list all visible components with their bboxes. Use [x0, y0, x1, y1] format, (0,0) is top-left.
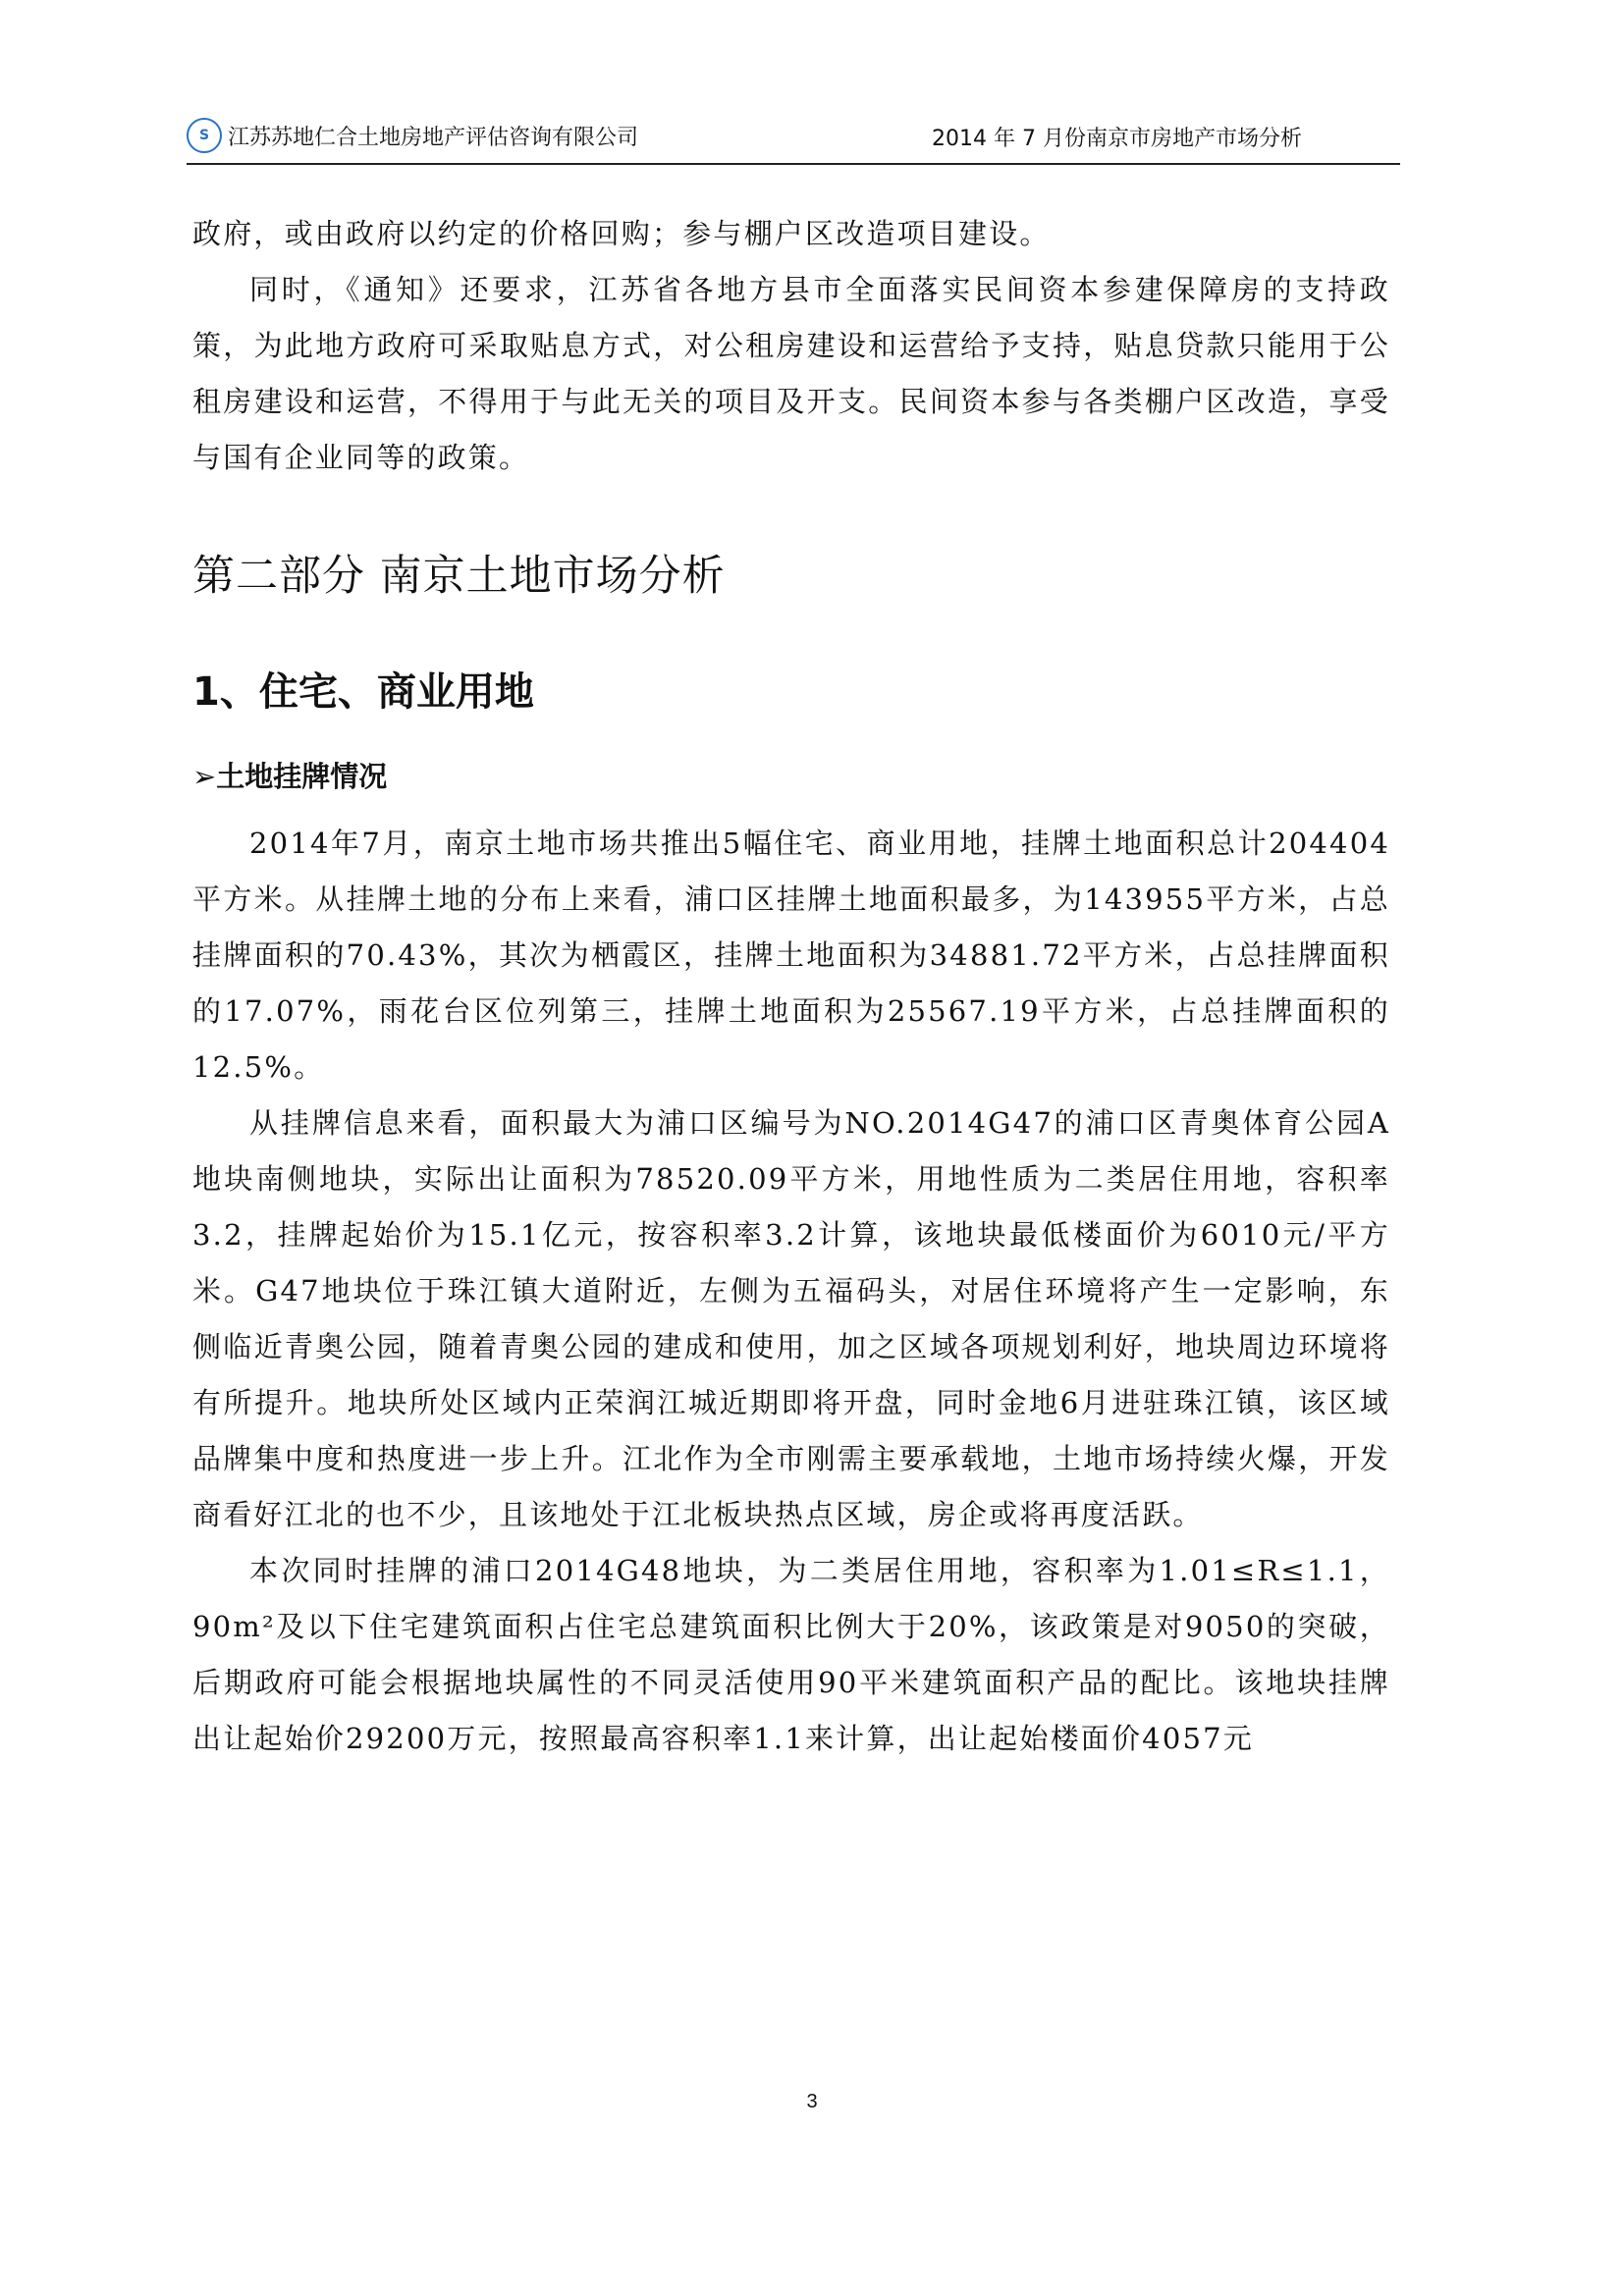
- page-content: [192, 206, 1390, 1767]
- subsection-title: ➢土地挂牌情况: [192, 760, 388, 793]
- page-header: [187, 110, 1400, 165]
- header-company-block: [187, 118, 638, 153]
- paragraph-continued: 政府，或由政府以约定的价格回购；参与棚户区改造项目建设。: [192, 217, 1051, 250]
- section-title: 1、住宅、商业用地: [192, 669, 534, 715]
- company-logo-icon: S: [187, 118, 222, 153]
- header-company-name: 江苏苏地仁合土地房地产评估咨询有限公司: [228, 125, 639, 150]
- header-report-title: 2014 年 7 月份南京市房地产市场分析: [932, 127, 1302, 151]
- paragraph-listing-overview: 2014年7月，南京土地市场共推出5幅住宅、商业用地，挂牌土地面积总计204404平方米。从挂牌土地的分布上来看，浦口区挂牌土地面积最多，为143955平方米，占总挂牌面积的70.43%，其次为栖霞区，挂牌土地面积为34881.72平方米，占总挂牌面积的17.07%，雨花台区位列第三，挂牌土地面积为25567.19平方米，占总挂牌面积的12.5%。: [192, 827, 1390, 1084]
- paragraph-g48-plot: 本次同时挂牌的浦口2014G48地块，为二类居住用地，容积率为1.01≤R≤1.1，90m²及以下住宅建筑面积占住宅总建筑面积比例大于20%，该政策是对9050的突破，后期政府可能会根据地块属性的不同灵活使用90平米建筑面积产品的配比。该地块挂牌出让起始价29200万元，按照最高容积率1.1来计算，出让起始楼面价4057元: [192, 1554, 1390, 1755]
- paragraph-g47-plot: 从挂牌信息来看，面积最大为浦口区编号为NO.2014G47的浦口区青奥体育公园A地块南侧地块，实际出让面积为78520.09平方米，用地性质为二类居住用地，容积率3.2，挂牌起始价为15.1亿元，按容积率3.2计算，该地块最低楼面价为6010元/平方米。G47地块位于珠江镇大道附近，左侧为五福码头，对居住环境将产生一定影响，东侧临近青奥公园，随着青奥公园的建成和使用，加之区域各项规划利好，地块周边环境将有所提升。地块所处区域内正荣润江城近期即将开盘，同时金地6月进驻珠江镇，该区域品牌集中度和热度进一步上升。江北作为全市刚需主要承载地，土地市场持续火爆，开发商看好江北的也不少，且该地处于江北板块热点区域，房企或将再度活跃。: [192, 1106, 1390, 1531]
- page-number: 3: [806, 2091, 818, 2112]
- part-title: 第二部分 南京土地市场分析: [192, 552, 726, 601]
- paragraph-notice: 同时，《通知》还要求，江苏省各地方县市全面落实民间资本参建保障房的支持政策，为此地方政府可采取贴息方式，对公租房建设和运营给予支持，贴息贷款只能用于公租房建设和运营，不得用于与此无关的项目及开支。民间资本参与各类棚户区改造，享受与国有企业同等的政策。: [192, 273, 1390, 474]
- header-divider: [187, 163, 1400, 165]
